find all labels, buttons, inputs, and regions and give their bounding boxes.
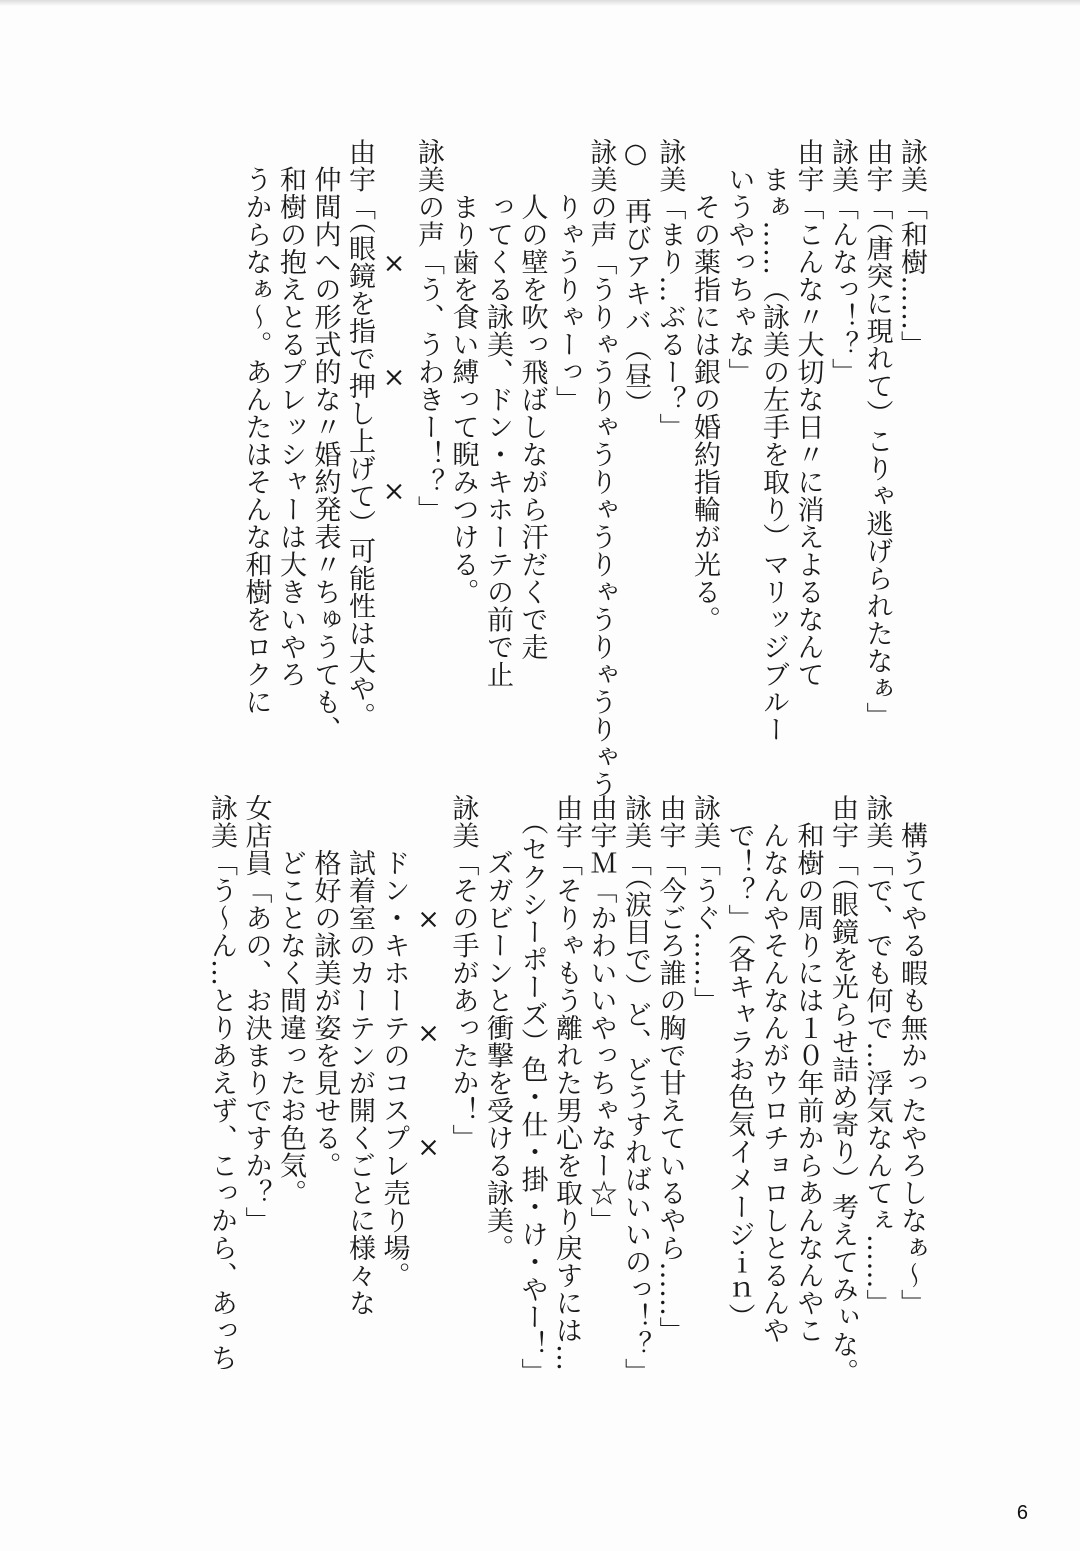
script-line: 詠美「うぐ……」 (689, 794, 720, 1014)
script-line: 格好の詠美が姿を見せる。 (309, 794, 341, 1179)
script-line: 詠美の声「うりゃうりゃうりゃうりゃうりゃうりゃう (585, 138, 617, 798)
script-line: 由宇Ｍ「かわいいやっちゃなー☆」 (585, 794, 617, 1234)
script-line: 詠美「（涙目で）ど、どうすればいいのっ！？」 (620, 794, 651, 1386)
upper-script-block (238, 138, 928, 798)
script-line: ってくる詠美、ドン・キホーテの前で止 (482, 138, 513, 688)
script-line: 女店員「あの、お決まりですか？」 (240, 794, 272, 1234)
scene-break: × × × (378, 138, 410, 508)
script-line: 詠美「う〜ん…とりあえず、こっから、あっち (206, 794, 237, 1372)
script-line: ドン・キホーテのコスプレ売り場。 (378, 794, 410, 1289)
script-line: どことなく間違ったお色気。 (275, 794, 306, 1207)
script-line: んなんやそんなんがウロチョロしとるんや (758, 794, 789, 1344)
script-line: 詠美「和樹……」 (896, 138, 927, 358)
script-line: いうやっちゃな」 (723, 138, 755, 386)
script-line: まり歯を食い縛って睨みつける。 (447, 138, 479, 606)
scene-heading: ○ 再びアキバ（昼） (620, 138, 651, 417)
script-line: 人の壁を吹っ飛ばしながら汗だくで走 (516, 138, 548, 661)
script-line: で！？」（各キャラお色気イメージｉｎ） (723, 794, 755, 1331)
script-line: 由宇「こんな〃大切な日〃に消えよるなんて (792, 138, 824, 688)
script-line: その薬指には銀の婚約指輪が光る。 (689, 138, 720, 633)
script-line: 構うてやる暇も無かったやろしなぁ〜」 (896, 794, 927, 1317)
script-line: 仲間内への形式的な〃婚約発表〃ちゅうても、 (309, 138, 341, 743)
script-line: りゃうりゃーっ」 (551, 138, 582, 413)
script-line: 詠美「んなっ！？」 (827, 138, 858, 386)
script-line: 由宇「今ごろ誰の胸で甘えているやら……」 (654, 794, 686, 1344)
scene-break: × × × (413, 794, 444, 1164)
script-line: 和樹の抱えとるプレッシャーは大きいやろ (275, 138, 306, 688)
scan-edge-shadow (0, 0, 1080, 6)
script-line: 詠美「その手があったか！」 (447, 794, 479, 1152)
script-line: 詠美の声「う、うわきー！？」 (413, 138, 444, 523)
script-line: 由宇「（眼鏡を光らせ詰め寄り）考えてみぃな。 (827, 794, 858, 1386)
script-line: （セクシーポーズ）色・仕・掛・け・やー！」 (516, 794, 548, 1386)
script-line: まぁ……（詠美の左手を取り）マリッジブルー (758, 138, 789, 743)
script-line: ズガビーンと衝撃を受ける詠美。 (482, 794, 513, 1262)
page-number: 6 (1016, 1502, 1028, 1524)
script-line: 和樹の周りには１０年前からあんなんやこ (792, 794, 824, 1344)
script-line: 由宇「（唐突に現れて）こりゃ逃げられたなぁ」 (861, 138, 893, 730)
script-line: 由宇「そりゃもう離れた男心を取り戻すには… (551, 794, 582, 1372)
lower-script-block (204, 794, 929, 1386)
script-line: 試着室のカーテンが開くごとに様々な (344, 794, 375, 1317)
script-line: うからなぁ〜。あんたはそんな和樹をロクに (240, 138, 272, 716)
script-line: 詠美「まり…ぶるー？」 (654, 138, 686, 441)
script-line: 詠美「で、でも何で…浮気なんてぇ……」 (861, 794, 893, 1317)
script-line: 由宇「（眼鏡を指で押し上げて）可能性は大や。 (344, 138, 375, 730)
